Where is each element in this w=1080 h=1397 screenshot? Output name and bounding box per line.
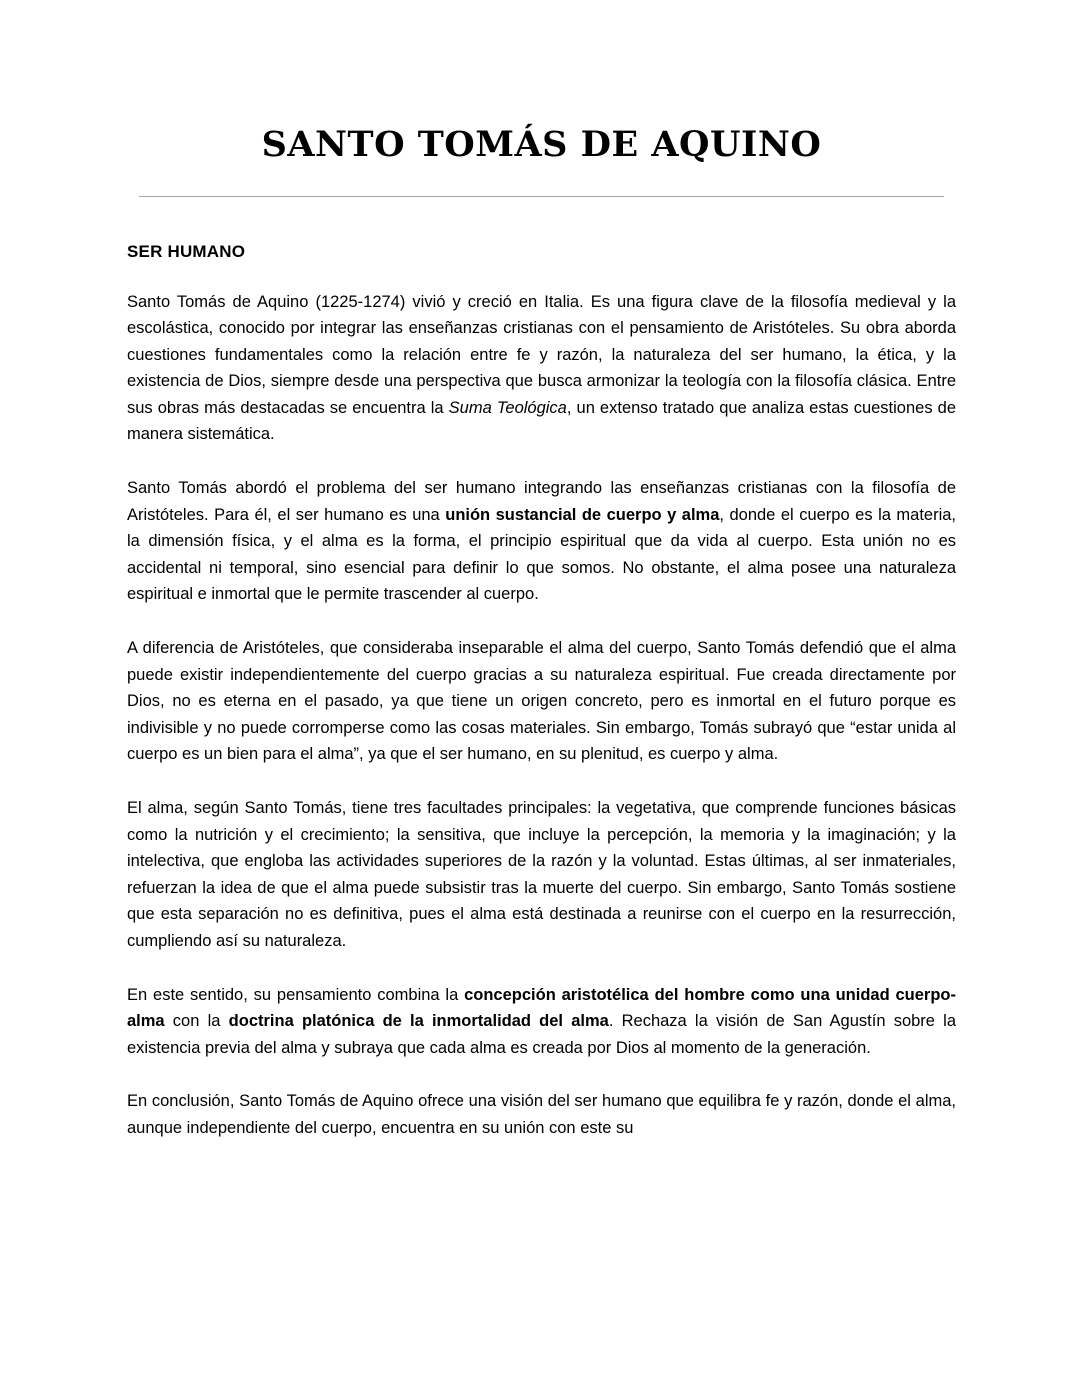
- paragraph-facultades-alma: El alma, según Santo Tomás, tiene tres facultades principales: la vegetativa, que comprende funciones básicas como la nutrición y el crecimiento; la sensitiva, que incluye la percepción, la memoria y la imaginación; y la intelectiva, que engloba las actividades superiores de la razón y la voluntad. Estas últimas, al ser inmateriales, refuerzan la idea de que el alma puede subsistir tras la muerte del cuerpo. Sin embargo, Santo Tomás sostiene que esta separación no es definitiva, pues el alma está destinada a reunirse con el cuerpo en la resurrección, cumpliendo así su naturaleza.: [127, 799, 956, 950]
- paragraph-intro: Santo Tomás de Aquino (1225-1274) vivió y creció en Italia. Es una figura clave de la filosofía medieval y la escolástica, conocido por integrar las enseñanzas cristianas con el pensamiento de Aristóteles. Su obra aborda cuestiones fundamentales como la relación entre fe y razón, la naturaleza del ser humano, la ética, y la existencia de Dios, siempre desde una perspectiva que busca armonizar la teología con la filosofía clásica. Entre sus obras más destacadas se encuentra la Suma Teológica, un extenso tratado que analiza estas cuestiones de manera sistemática.: [127, 292, 956, 444]
- paragraph-conclusion: En conclusión, Santo Tomás de Aquino ofrece una visión del ser humano que equilibra fe y razón, donde el alma, aunque independiente del cuerpo, encuentra en su unión con este su: [127, 1092, 956, 1137]
- title-divider: [139, 196, 944, 197]
- paragraph-diferencia-aristoteles: A diferencia de Aristóteles, que consideraba inseparable el alma del cuerpo, Santo Tomás defendió que el alma puede existir independientemente del cuerpo gracias a su naturaleza espiritual. Fue creada directamente por Dios, no es eterna en el pasado, ya que tiene un origen concreto, pero es inmortal en el futuro porque es indivisible y no puede corromperse como las cosas materiales. Sin embargo, Tomás subrayó que “estar unida al cuerpo es un bien para el alma”, ya que el ser humano, en su plenitud, es cuerpo y alma.: [127, 639, 956, 764]
- paragraph-union-sustancial: Santo Tomás abordó el problema del ser humano integrando las enseñanzas cristianas con la filosofía de Aristóteles. Para él, el ser humano es una unión sustancial de cuerpo y alma, donde el cuerpo es la materia, la dimensión física, y el alma es la forma, el principio espiritual que da vida al cuerpo. Esta unión no es accidental ni temporal, sino esencial para definir lo que somos. No obstante, el alma posee una naturaleza espiritual e inmortal que le permite trascender al cuerpo.: [127, 479, 957, 604]
- document-title: SANTO TOMÁS DE AQUINO: [261, 124, 822, 165]
- paragraph-sintesis-doctrinas: En este sentido, su pensamiento combina la concepción aristotélica del hombre como una unidad cuerpo-alma con la doctrina platónica de la inmortalidad del alma. Rechaza la visión de San Agustín sobre la existencia previa del alma y subraya que cada alma es creada por Dios al momento de la generación.: [127, 985, 957, 1057]
- section-heading: SER HUMANO: [127, 241, 246, 261]
